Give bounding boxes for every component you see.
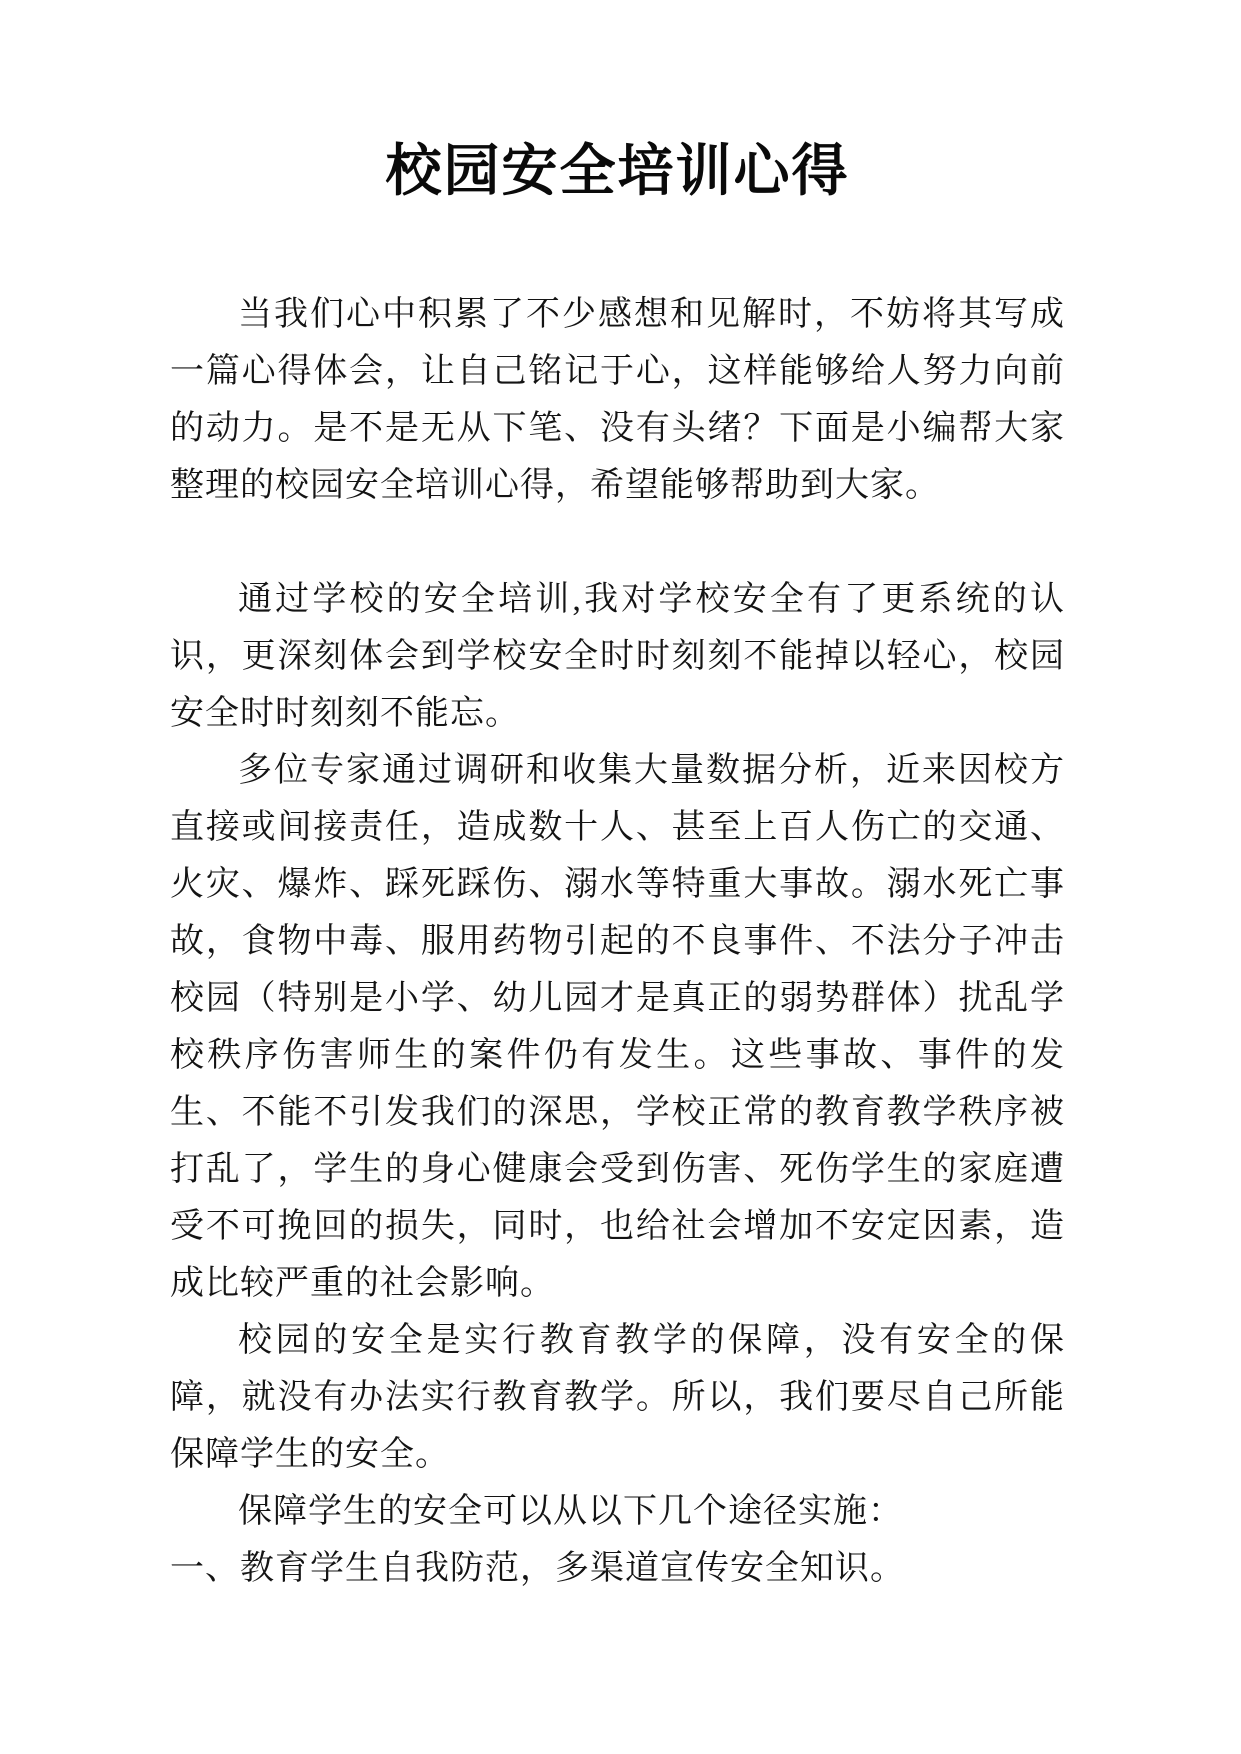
- paragraph-approaches-lead-in: 保障学生的安全可以从以下几个途径实施：: [238, 1493, 903, 1530]
- paragraph-training-recognition: 通过学校的安全培训,我对学校安全有了更系统的认识，更深刻体会到学校安全时时刻刻不能掉以轻心，校园安全时时刻刻不能忘。: [170, 581, 1065, 732]
- blank-line: [170, 514, 1065, 571]
- paragraph-approach-one: 一、教育学生自我防范，多渠道宣传安全知识。: [170, 1550, 905, 1587]
- paragraph-intro: 当我们心中积累了不少感想和见解时，不妨将其写成一篇心得体会，让自己铭记于心，这样能够给人努力向前的动力。是不是无从下笔、没有头绪？下面是小编帮大家整理的校园安全培训心得，希望能够帮助到大家。: [170, 296, 1065, 504]
- paragraph-safety-guarantee: 校园的安全是实行教育教学的保障，没有安全的保障，就没有办法实行教育教学。所以，我们要尽自己所能保障学生的安全。: [170, 1322, 1065, 1473]
- document-title: 校园安全培训心得: [385, 141, 850, 203]
- document-body: [170, 286, 1065, 1597]
- paragraph-expert-analysis: 多位专家通过调研和收集大量数据分析，近来因校方直接或间接责任，造成数十人、甚至上百人伤亡的交通、火灾、爆炸、踩死踩伤、溺水等特重大事故。溺水死亡事故，食物中毒、服用药物引起的不良事件、不法分子冲击校园（特别是小学、幼儿园才是真正的弱势群体）扰乱学校秩序伤害师生的案件仍有发生。这些事故、事件的发生、不能不引发我们的深思，学校正常的教育教学秩序被打乱了，学生的身心健康会受到伤害、死伤学生的家庭遭受不可挽回的损失，同时，也给社会增加不安定因素，造成比较严重的社会影响。: [170, 752, 1065, 1302]
